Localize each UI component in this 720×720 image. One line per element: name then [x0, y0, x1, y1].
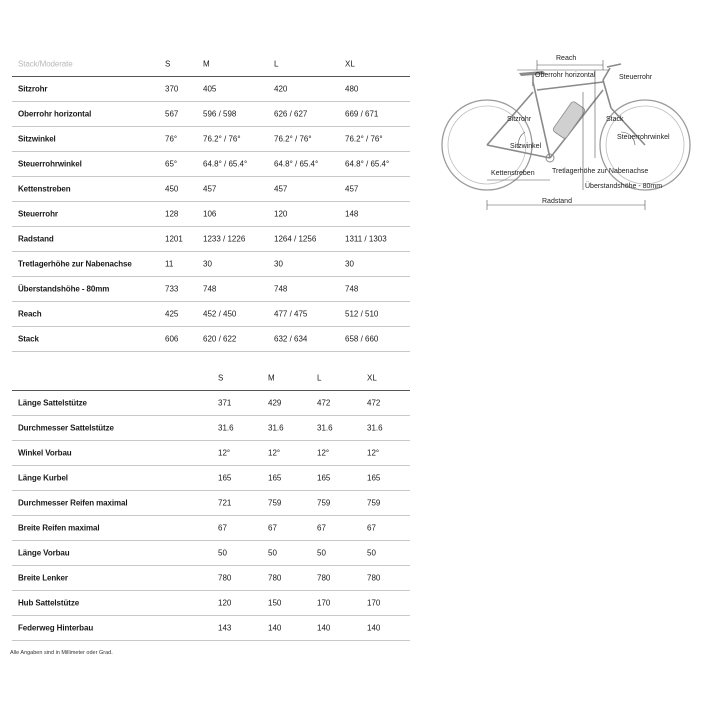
row-label: Sitzwinkel: [18, 134, 56, 144]
cell-m: 31.6: [268, 423, 284, 433]
cell-xl: 165: [367, 473, 381, 483]
label-sitzrohr: Sitzrohr: [507, 116, 532, 123]
table-row: [12, 391, 410, 416]
cell-xl: 64.8° / 65.4°: [345, 159, 390, 169]
bike-geometry-diagram: [425, 40, 715, 220]
cell-xl: 759: [367, 498, 381, 508]
cell-l: 64.8° / 65.4°: [274, 159, 319, 169]
cell-m: 76.2° / 76°: [203, 134, 241, 144]
table-row: [12, 302, 410, 327]
cell-s: 12°: [218, 448, 231, 458]
cell-m: 165: [268, 473, 282, 483]
cell-s: 50: [218, 548, 227, 558]
cell-xl: 780: [367, 573, 381, 583]
cell-s: 143: [218, 623, 232, 633]
cell-m: 759: [268, 498, 282, 508]
table-row: [12, 516, 410, 541]
table-row: [12, 277, 410, 302]
cell-l: 31.6: [317, 423, 333, 433]
cell-l: 748: [274, 284, 288, 294]
cell-s: 371: [218, 398, 232, 408]
cell-m: 30: [203, 259, 212, 269]
table-row: [12, 77, 410, 102]
cell-s: 780: [218, 573, 232, 583]
table-row: [12, 616, 410, 641]
table-row: [12, 541, 410, 566]
row-label: Steuerrohrwinkel: [18, 159, 82, 169]
row-label: Stack: [18, 334, 39, 344]
cell-s: 370: [165, 84, 179, 94]
cell-xl: 658 / 660: [345, 334, 379, 344]
cell-l: 165: [317, 473, 331, 483]
cell-s: 606: [165, 334, 179, 344]
cell-xl: 148: [345, 209, 359, 219]
table-row: [12, 566, 410, 591]
cell-xl: 669 / 671: [345, 109, 379, 119]
cell-xl: 76.2° / 76°: [345, 134, 383, 144]
size-header-m: M: [268, 373, 275, 383]
cell-xl: 170: [367, 598, 381, 608]
row-label: Breite Reifen maximal: [18, 523, 100, 533]
row-label: Durchmesser Sattelstütze: [18, 423, 114, 433]
cell-s: 721: [218, 498, 232, 508]
label-oberrohr: Oberrohr horizontal: [535, 72, 596, 79]
cell-m: 1233 / 1226: [203, 234, 246, 244]
row-label: Radstand: [18, 234, 54, 244]
header-label: Stack/Moderate: [18, 59, 73, 69]
label-steuerrohr: Steuerrohr: [619, 74, 653, 81]
row-label: Tretlagerhöhe zur Nabenachse: [18, 259, 132, 269]
cell-xl: 748: [345, 284, 359, 294]
size-header-s: S: [218, 373, 224, 383]
cell-xl: 472: [367, 398, 381, 408]
table-row: [12, 591, 410, 616]
row-label: Länge Kurbel: [18, 473, 68, 483]
row-label: Überstandshöhe - 80mm: [18, 284, 110, 294]
cell-s: 31.6: [218, 423, 234, 433]
table-header: [12, 52, 410, 77]
cell-xl: 480: [345, 84, 359, 94]
cell-s: 67: [218, 523, 227, 533]
size-header-xl: XL: [367, 373, 377, 383]
footnote: Alle Angaben sind in Millimeter oder Grad.: [10, 650, 113, 656]
row-label: Oberrohr horizontal: [18, 109, 92, 119]
cell-m: 452 / 450: [203, 309, 237, 319]
cell-s: 120: [218, 598, 232, 608]
table-row: [12, 152, 410, 177]
table-row: [12, 127, 410, 152]
row-label: Länge Vorbau: [18, 548, 70, 558]
cell-s: 1201: [165, 234, 183, 244]
cell-m: 596 / 598: [203, 109, 237, 119]
cell-s: 165: [218, 473, 232, 483]
cell-l: 120: [274, 209, 288, 219]
size-header-l: L: [274, 59, 279, 69]
row-label: Reach: [18, 309, 42, 319]
cell-s: 76°: [165, 134, 178, 144]
cell-xl: 12°: [367, 448, 380, 458]
cell-xl: 67: [367, 523, 376, 533]
cell-xl: 457: [345, 184, 359, 194]
cell-l: 626 / 627: [274, 109, 308, 119]
cell-xl: 1311 / 1303: [345, 234, 387, 244]
row-label: Länge Sattelstütze: [18, 398, 87, 408]
cell-xl: 30: [345, 259, 354, 269]
cell-s: 425: [165, 309, 179, 319]
cell-m: 50: [268, 548, 277, 558]
label-sitzwinkel: Sitzwinkel: [510, 143, 542, 150]
cell-l: 472: [317, 398, 331, 408]
cell-l: 632 / 634: [274, 334, 308, 344]
table-row: [12, 491, 410, 516]
table-header: [12, 366, 410, 391]
cell-xl: 512 / 510: [345, 309, 379, 319]
cell-m: 620 / 622: [203, 334, 237, 344]
label-tretlagerhoehe: Tretlagerhöhe zur Nabenachse: [552, 168, 649, 175]
cell-l: 759: [317, 498, 331, 508]
row-label: Winkel Vorbau: [18, 448, 72, 458]
label-steuerrohrwinkel: Steuerrohrwinkel: [617, 134, 670, 141]
table-row: [12, 416, 410, 441]
cell-l: 12°: [317, 448, 330, 458]
cell-m: 150: [268, 598, 282, 608]
table-row: [12, 466, 410, 491]
motor-unit: [552, 101, 586, 140]
table-row: [12, 202, 410, 227]
cell-l: 420: [274, 84, 288, 94]
cell-m: 106: [203, 209, 217, 219]
cell-m: 429: [268, 398, 282, 408]
cell-xl: 50: [367, 548, 376, 558]
cell-s: 11: [165, 259, 174, 269]
label-ueberstandshoehe: Überstandshöhe - 80mm: [585, 183, 663, 190]
cell-s: 65°: [165, 159, 178, 169]
cell-s: 128: [165, 209, 179, 219]
cell-m: 748: [203, 284, 217, 294]
cell-m: 140: [268, 623, 282, 633]
cell-m: 12°: [268, 448, 281, 458]
size-header-xl: XL: [345, 59, 355, 69]
cell-l: 170: [317, 598, 331, 608]
table-row: [12, 327, 410, 352]
cell-m: 67: [268, 523, 277, 533]
cell-m: 64.8° / 65.4°: [203, 159, 248, 169]
label-radstand: Radstand: [542, 198, 572, 205]
cell-m: 780: [268, 573, 282, 583]
row-label: Steuerrohr: [18, 209, 58, 219]
label-kettenstreben: Kettenstreben: [491, 170, 535, 177]
size-header-s: S: [165, 59, 171, 69]
cell-l: 30: [274, 259, 283, 269]
cell-l: 1264 / 1256: [274, 234, 317, 244]
row-label: Hub Sattelstütze: [18, 598, 80, 608]
cell-l: 76.2° / 76°: [274, 134, 312, 144]
cell-l: 67: [317, 523, 326, 533]
cell-l: 457: [274, 184, 288, 194]
row-label: Breite Lenker: [18, 573, 68, 583]
table-row: [12, 441, 410, 466]
cell-s: 567: [165, 109, 179, 119]
row-label: Kettenstreben: [18, 184, 71, 194]
label-stack: Stack: [606, 116, 624, 123]
table-row: [12, 102, 410, 127]
cell-s: 450: [165, 184, 179, 194]
row-label: Sitzrohr: [18, 84, 48, 94]
components-table: [12, 366, 410, 641]
size-header-m: M: [203, 59, 210, 69]
size-header-l: L: [317, 373, 322, 383]
cell-xl: 31.6: [367, 423, 383, 433]
cell-m: 457: [203, 184, 217, 194]
row-label: Durchmesser Reifen maximal: [18, 498, 128, 508]
cell-m: 405: [203, 84, 217, 94]
cell-l: 50: [317, 548, 326, 558]
label-reach: Reach: [556, 55, 577, 62]
cell-s: 733: [165, 284, 179, 294]
row-label: Federweg Hinterbau: [18, 623, 94, 633]
cell-xl: 140: [367, 623, 381, 633]
table-row: [12, 252, 410, 277]
cell-l: 477 / 475: [274, 309, 308, 319]
table-row: [12, 177, 410, 202]
cell-l: 780: [317, 573, 331, 583]
geometry-table: [12, 52, 410, 352]
table-row: [12, 227, 410, 252]
cell-l: 140: [317, 623, 331, 633]
